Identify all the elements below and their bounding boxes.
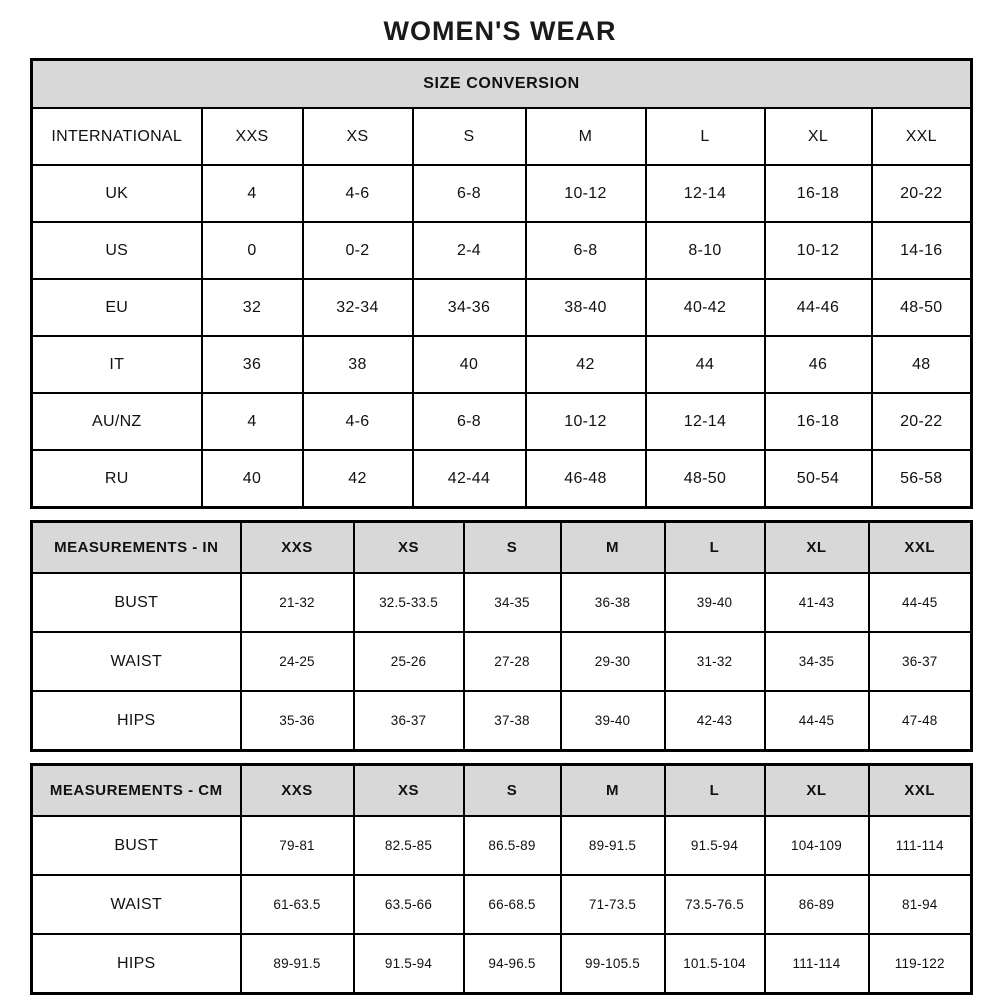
table-cell: 86-89	[765, 875, 869, 934]
table-cell: 0	[202, 222, 303, 279]
table-cell: 32	[202, 279, 303, 336]
column-header: XXS	[241, 765, 354, 817]
column-header: L	[665, 522, 765, 574]
table-cell: 44-46	[765, 279, 872, 336]
table-row	[32, 632, 972, 691]
table-cell: 86.5-89	[464, 816, 561, 875]
table-cell: 44-45	[869, 573, 972, 632]
row-label: WAIST	[32, 875, 241, 934]
table-cell: 12-14	[646, 165, 765, 222]
table-cell: S	[413, 108, 526, 165]
row-label: RU	[32, 450, 202, 508]
column-header: M	[561, 522, 665, 574]
size-guide-page	[30, 0, 970, 995]
row-label: BUST	[32, 573, 241, 632]
table-cell: 32.5-33.5	[354, 573, 464, 632]
table-cell: 6-8	[413, 393, 526, 450]
table-cell: 89-91.5	[561, 816, 665, 875]
table-cell: 44	[646, 336, 765, 393]
table-cell: 42	[303, 450, 413, 508]
table-cell: 20-22	[872, 393, 972, 450]
table-header-row	[32, 60, 972, 109]
table-cell: 89-91.5	[241, 934, 354, 994]
column-header: S	[464, 765, 561, 817]
column-header: XS	[354, 522, 464, 574]
table-cell: 27-28	[464, 632, 561, 691]
table-cell: XL	[765, 108, 872, 165]
table-cell: 61-63.5	[241, 875, 354, 934]
table-cell: 24-25	[241, 632, 354, 691]
table-cell: 42-44	[413, 450, 526, 508]
table-cell: M	[526, 108, 646, 165]
table-cell: 56-58	[872, 450, 972, 508]
table-row	[32, 222, 972, 279]
table-cell: 10-12	[526, 165, 646, 222]
row-label: BUST	[32, 816, 241, 875]
table-row	[32, 934, 972, 994]
table-cell: 99-105.5	[561, 934, 665, 994]
table-cell: 4-6	[303, 165, 413, 222]
column-header: XS	[354, 765, 464, 817]
table-cell: 79-81	[241, 816, 354, 875]
table-row	[32, 450, 972, 508]
table-row	[32, 108, 972, 165]
table-cell: XXS	[202, 108, 303, 165]
table-cell: 50-54	[765, 450, 872, 508]
row-label: UK	[32, 165, 202, 222]
table-cell: 10-12	[526, 393, 646, 450]
column-header: L	[665, 765, 765, 817]
table-row	[32, 393, 972, 450]
table-cell: 40	[202, 450, 303, 508]
table-cell: 82.5-85	[354, 816, 464, 875]
table-cell: 48	[872, 336, 972, 393]
table-cell: 73.5-76.5	[665, 875, 765, 934]
table-cell: 111-114	[765, 934, 869, 994]
table-cell: 2-4	[413, 222, 526, 279]
table-cell: 4-6	[303, 393, 413, 450]
table-row	[32, 691, 972, 751]
table-row	[32, 816, 972, 875]
table-cell: XXL	[872, 108, 972, 165]
table-cell: 42	[526, 336, 646, 393]
table-cell: 16-18	[765, 165, 872, 222]
table-title: MEASUREMENTS - IN	[32, 522, 241, 574]
table-cell: 48-50	[646, 450, 765, 508]
table-cell: 41-43	[765, 573, 869, 632]
table-cell: 36	[202, 336, 303, 393]
table-cell: 34-35	[464, 573, 561, 632]
table-cell: 10-12	[765, 222, 872, 279]
table-cell: 71-73.5	[561, 875, 665, 934]
table-cell: 36-38	[561, 573, 665, 632]
table-cell: 63.5-66	[354, 875, 464, 934]
table-title: SIZE CONVERSION	[32, 60, 972, 109]
table-cell: 25-26	[354, 632, 464, 691]
column-header: XXS	[241, 522, 354, 574]
page-title: WOMEN'S WEAR	[383, 16, 617, 46]
table-cell: 38-40	[526, 279, 646, 336]
table-cell: 20-22	[872, 165, 972, 222]
table-cell: 31-32	[665, 632, 765, 691]
table-row	[32, 279, 972, 336]
table-cell: 6-8	[413, 165, 526, 222]
table-title: MEASUREMENTS - CM	[32, 765, 241, 817]
row-label: HIPS	[32, 691, 241, 751]
table-cell: 46	[765, 336, 872, 393]
row-label: EU	[32, 279, 202, 336]
table-cell: 29-30	[561, 632, 665, 691]
table-cell: 39-40	[665, 573, 765, 632]
table-cell: 34-35	[765, 632, 869, 691]
table-cell: 8-10	[646, 222, 765, 279]
table-cell: 37-38	[464, 691, 561, 751]
row-label: US	[32, 222, 202, 279]
table-cell: 35-36	[241, 691, 354, 751]
table-cell: 119-122	[869, 934, 972, 994]
table-cell: 42-43	[665, 691, 765, 751]
measurements-cm-table	[30, 763, 973, 995]
row-label: WAIST	[32, 632, 241, 691]
table-cell: 91.5-94	[665, 816, 765, 875]
table-cell: 4	[202, 165, 303, 222]
size-conversion-table	[30, 58, 973, 509]
column-header: XL	[765, 765, 869, 817]
table-cell: 48-50	[872, 279, 972, 336]
table-row	[32, 573, 972, 632]
table-row	[32, 336, 972, 393]
column-header: M	[561, 765, 665, 817]
measurements-in-table	[30, 520, 973, 752]
table-cell: 32-34	[303, 279, 413, 336]
table-row	[32, 165, 972, 222]
table-cell: 39-40	[561, 691, 665, 751]
table-cell: XS	[303, 108, 413, 165]
table-cell: 44-45	[765, 691, 869, 751]
table-cell: 40-42	[646, 279, 765, 336]
table-cell: 12-14	[646, 393, 765, 450]
table-cell: 40	[413, 336, 526, 393]
column-header: XXL	[869, 765, 972, 817]
table-cell: 6-8	[526, 222, 646, 279]
table-cell: 91.5-94	[354, 934, 464, 994]
table-cell: 66-68.5	[464, 875, 561, 934]
table-cell: 46-48	[526, 450, 646, 508]
table-row	[32, 875, 972, 934]
table-header-row	[32, 522, 972, 574]
table-cell: 36-37	[354, 691, 464, 751]
table-cell: 4	[202, 393, 303, 450]
table-cell: 94-96.5	[464, 934, 561, 994]
table-cell: L	[646, 108, 765, 165]
column-header: XL	[765, 522, 869, 574]
row-label: INTERNATIONAL	[32, 108, 202, 165]
table-cell: 38	[303, 336, 413, 393]
table-cell: 14-16	[872, 222, 972, 279]
table-cell: 81-94	[869, 875, 972, 934]
column-header: S	[464, 522, 561, 574]
table-cell: 16-18	[765, 393, 872, 450]
table-cell: 47-48	[869, 691, 972, 751]
column-header: XXL	[869, 522, 972, 574]
table-cell: 101.5-104	[665, 934, 765, 994]
row-label: IT	[32, 336, 202, 393]
table-cell: 104-109	[765, 816, 869, 875]
table-cell: 36-37	[869, 632, 972, 691]
table-cell: 111-114	[869, 816, 972, 875]
row-label: AU/NZ	[32, 393, 202, 450]
table-header-row	[32, 765, 972, 817]
table-cell: 21-32	[241, 573, 354, 632]
table-cell: 34-36	[413, 279, 526, 336]
row-label: HIPS	[32, 934, 241, 994]
table-cell: 0-2	[303, 222, 413, 279]
